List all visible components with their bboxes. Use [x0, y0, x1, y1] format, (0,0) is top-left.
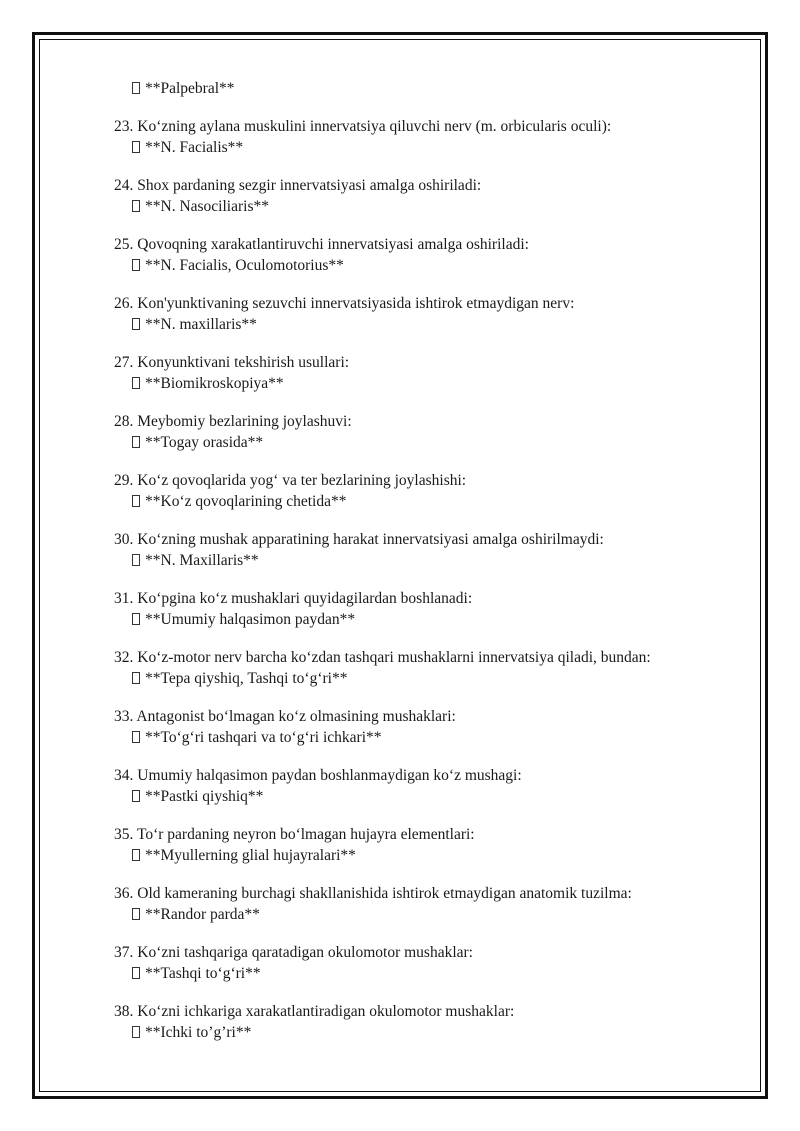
- question-item: [114, 883, 684, 925]
- question-text: 38. Ko‘zni ichkariga xarakatlantiradigan okulomotor mushaklar:: [114, 1003, 515, 1020]
- answer-line: [114, 904, 684, 925]
- question-text: 26. Kon'yunktivaning sezuvchi innervatsiyasida ishtirok etmaydigan nerv:: [114, 295, 575, 312]
- answer-text: **Pastki qiyshiq**: [145, 788, 264, 805]
- checkbox-icon: [132, 318, 140, 330]
- answer-text: **N. Facialis**: [145, 139, 244, 156]
- question-text: 30. Ko‘zning mushak apparatining harakat innervatsiyasi amalga oshirilmaydi:: [114, 531, 604, 548]
- question-text: 34. Umumiy halqasimon paydan boshlanmaydigan ko‘z mushagi:: [114, 767, 522, 784]
- answer-line: [114, 668, 684, 689]
- answer-text: **Randor parda**: [145, 906, 260, 923]
- answer-line: [114, 727, 684, 748]
- answer-line: [114, 255, 684, 276]
- question-list: [114, 116, 684, 1043]
- answer-text: **N. maxillaris**: [145, 316, 257, 333]
- answer-line: [114, 550, 684, 571]
- question-item: [114, 942, 684, 984]
- answer-text: **Biomikroskopiya**: [145, 375, 284, 392]
- checkbox-icon: [132, 967, 140, 979]
- question-text: 23. Ko‘zning aylana muskulini innervatsiya qiluvchi nerv (m. orbicularis oculi):: [114, 118, 612, 135]
- question-item: [114, 588, 684, 630]
- question-item: [114, 647, 684, 689]
- checkbox-icon: [132, 377, 140, 389]
- checkbox-icon: [132, 849, 140, 861]
- answer-line: [114, 314, 684, 335]
- checkbox-icon: [132, 259, 140, 271]
- checkbox-icon: [132, 672, 140, 684]
- answer-text: **Ko‘z qovoqlarining chetida**: [145, 493, 347, 510]
- question-item: [114, 352, 684, 394]
- answer-text: **Tepa qiyshiq, Tashqi to‘g‘ri**: [145, 670, 348, 687]
- question-item: [114, 529, 684, 571]
- answer-text: **Myullerning glial hujayralari**: [145, 847, 356, 864]
- checkbox-icon: [132, 554, 140, 566]
- checkbox-icon: [132, 731, 140, 743]
- checkbox-icon: [132, 1026, 140, 1038]
- answer-line: [114, 609, 684, 630]
- checkbox-icon: [132, 613, 140, 625]
- question-item: [114, 824, 684, 866]
- question-item: [114, 175, 684, 217]
- answer-line: [114, 196, 684, 217]
- answer-text: **N. Maxillaris**: [145, 552, 259, 569]
- question-item: [114, 470, 684, 512]
- checkbox-icon: [132, 436, 140, 448]
- answer-line: [114, 137, 684, 158]
- question-item: [114, 765, 684, 807]
- question-item: [114, 1001, 684, 1043]
- checkbox-icon: [132, 495, 140, 507]
- question-text: 29. Ko‘z qovoqlarida yog‘ va ter bezlarining joylashishi:: [114, 472, 467, 489]
- question-text: 27. Konyunktivani tekshirish usullari:: [114, 354, 350, 371]
- question-text: 36. Old kameraning burchagi shakllanishida ishtirok etmaydigan anatomik tuzilma:: [114, 885, 632, 902]
- answer-line: [114, 491, 684, 512]
- question-text: 35. To‘r pardaning neyron bo‘lmagan hujayra elementlari:: [114, 826, 475, 843]
- answer-line: [114, 373, 684, 394]
- checkbox-icon: [132, 908, 140, 920]
- document-body: [114, 78, 684, 1060]
- question-text: 32. Ko‘z-motor nerv barcha ko‘zdan tashqari mushaklarni innervatsiya qiladi, bundan:: [114, 649, 651, 666]
- answer-text: **Ichki to’g’ri**: [145, 1024, 252, 1041]
- checkbox-icon: [132, 790, 140, 802]
- answer-line: [114, 845, 684, 866]
- question-item: [114, 411, 684, 453]
- answer-text: **Umumiy halqasimon paydan**: [145, 611, 356, 628]
- question-text: 25. Qovoqning xarakatlantiruvchi innervatsiyasi amalga oshiriladi:: [114, 236, 529, 253]
- answer-text: **Tashqi to‘g‘ri**: [145, 965, 261, 982]
- answer-text: **Togay orasida**: [145, 434, 264, 451]
- answer-text: **N. Facialis, Oculomotorius**: [145, 257, 344, 274]
- question-text: 28. Meybomiy bezlarining joylashuvi:: [114, 413, 352, 430]
- question-item: [114, 293, 684, 335]
- answer-line: [114, 1022, 684, 1043]
- question-item: [114, 116, 684, 158]
- checkbox-icon: [132, 141, 140, 153]
- checkbox-icon: [132, 82, 140, 94]
- answer-line: [114, 786, 684, 807]
- question-text: 33. Antagonist bo‘lmagan ko‘z olmasining mushaklari:: [114, 708, 456, 725]
- answer-text: **N. Nasociliaris**: [145, 198, 269, 215]
- question-text: 31. Ko‘pgina ko‘z mushaklari quyidagilardan boshlanadi:: [114, 590, 473, 607]
- checkbox-icon: [132, 200, 140, 212]
- answer-line: [114, 432, 684, 453]
- question-text: 24. Shox pardaning sezgir innervatsiyasi amalga oshiriladi:: [114, 177, 482, 194]
- answer-text: **Palpebral**: [145, 80, 235, 97]
- lead-answer: [114, 78, 684, 99]
- question-item: [114, 706, 684, 748]
- question-text: 37. Ko‘zni tashqariga qaratadigan okulomotor mushaklar:: [114, 944, 473, 961]
- question-item: [114, 234, 684, 276]
- answer-line: [114, 963, 684, 984]
- answer-text: **To‘g‘ri tashqari va to‘g‘ri ichkari**: [145, 729, 382, 746]
